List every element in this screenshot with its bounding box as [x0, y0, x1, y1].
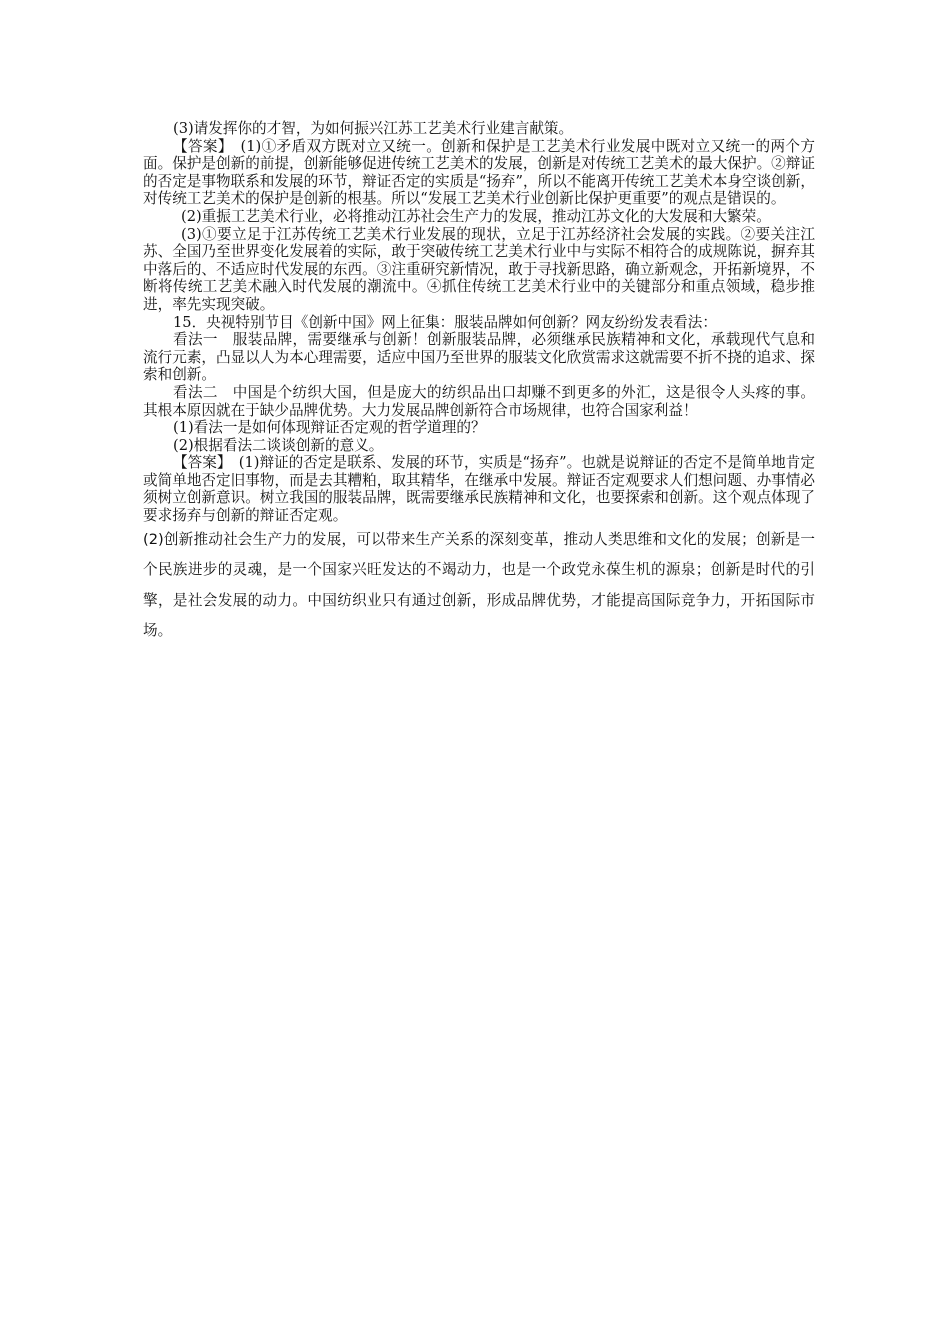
answer-15-part-1: 【答案】 (1)辩证的否定是联系、发展的环节，实质是“扬弃”。也就是说辩证的否定不是简单地肯定或简单地否定旧事物，而是去其糟粕，取其精华，在继承中发展。辩证否定观要求人们想问题、办事情必须树立创新意识。树立我国的服装品牌，既需要继承民族精神和文化，也要探索和创新。这个观点体现了要求扬弃与创新的辩证否定观。 — [143, 454, 815, 525]
opinion-two: 看法二 中国是个纺织大国，但是庞大的纺织品出口却赚不到更多的外汇，这是很令人头疼的事。其根本原因就在于缺少品牌优势。大力发展品牌创新符合市场规律，也符合国家利益！ — [143, 383, 815, 419]
answer-15-part-2: (2)创新推动社会生产力的发展，可以带来生产关系的深刻变革，推动人类思维和文化的发展；创新是一个民族进步的灵魂，是一个国家兴旺发达的不竭动力，也是一个政党永葆生机的源泉；创新是时代的引擎，是社会发展的动力。中国纺织业只有通过创新，形成品牌优势，才能提高国际竞争力，开拓国际市场。 — [143, 530, 815, 640]
answer-14-part-2: (2)重振工艺美术行业，必将推动江苏社会生产力的发展，推动江苏文化的大发展和大繁荣。 — [181, 207, 771, 225]
document-body — [143, 120, 815, 647]
opinion-one: 看法一 服装品牌，需要继承与创新！创新服装品牌，必须继承民族精神和文化，承载现代气息和流行元素，凸显以人为本心理需要，适应中国乃至世界的服装文化欣赏需求这就需要不折不挠的追求、探索和创新。 — [143, 331, 815, 384]
answer-14-part-3: (3)①要立足于江苏传统工艺美术行业发展的现状，立足于江苏经济社会发展的实践。②要关注江苏、全国乃至世界变化发展着的实际，敢于突破传统工艺美术行业中与实际不相符合的成规陈说，摒弃其中落后的、不适应时代发展的东西。③注重研究新情况，敢于寻找新思路，确立新观念，开拓新境界，不断将传统工艺美术融入时代发展的潮流中。④抓住传统工艺美术行业中的关键部分和重点领域，稳步推进，率先实现突破。 — [143, 225, 815, 313]
question-15-prompt: 15．央视特别节目《创新中国》网上征集：服装品牌如何创新？网友纷纷发表看法： — [173, 313, 717, 331]
question-3-prompt: (3)请发挥你的才智，为如何振兴江苏工艺美术行业建言献策。 — [173, 120, 574, 137]
question-15-sub-1: (1)看法一是如何体现辩证否定观的哲学道理的？ — [173, 419, 486, 437]
question-15-sub-2: (2)根据看法二谈谈创新的意义。 — [173, 436, 384, 454]
answer-14-part-1: 【答案】 (1)①矛盾双方既对立又统一。创新和保护是工艺美术行业发展中既对立又统一的两个方面。保护是创新的前提，创新能够促进传统工艺美术的发展，创新是对传统工艺美术的最大保护。②辩证的否定是事物联系和发展的环节，辩证否定的实质是“扬弃”，所以不能离开传统工艺美术本身空谈创新，对传统工艺美术的保护是创新的根基。所以“发展工艺美术行业创新比保护更重要”的观点是错误的。 — [143, 137, 815, 208]
